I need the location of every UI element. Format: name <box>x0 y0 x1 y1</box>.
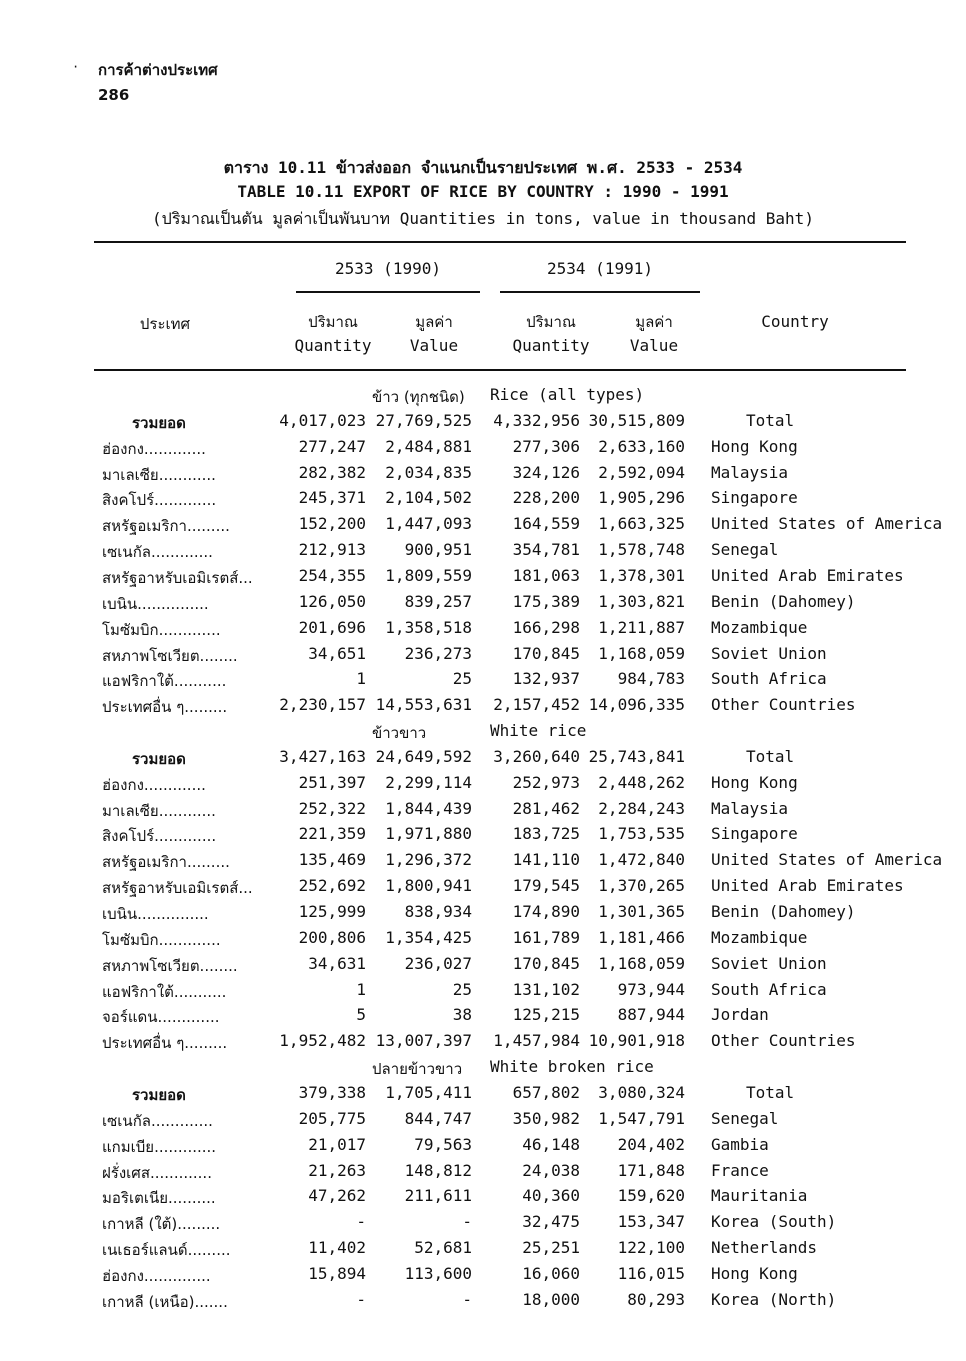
table-row <box>0 514 966 540</box>
country-th-cell: รวมยอด <box>132 1085 186 1104</box>
table-row <box>0 488 966 514</box>
quantity-1990-cell: 254,355 <box>298 565 366 585</box>
value-1990-cell: 838,934 <box>404 902 472 921</box>
table-row <box>0 824 966 850</box>
quantity-1990-cell: 3,427,163 <box>279 746 366 766</box>
value-1990-cell: 113,600 <box>404 1263 472 1283</box>
country-en-cell: Malaysia <box>711 798 789 818</box>
quantity-1990-cell: 282,382 <box>298 462 366 482</box>
value-1991-cell: 1,753,535 <box>598 824 685 844</box>
quantity-1990-cell: 21,263 <box>308 1160 366 1180</box>
section-title-english: White broken rice <box>490 1057 654 1077</box>
quantity-1990-cell: 200,806 <box>298 927 366 947</box>
table-row <box>0 1161 966 1187</box>
section-title-thai: ปลายข้าวขาว <box>372 1060 463 1079</box>
section-title-english: White rice <box>490 721 587 741</box>
value-1991-cell: 1,578,748 <box>598 540 685 560</box>
page-number: 286 <box>98 86 130 104</box>
country-th-cell: เกาหลี (ใต้)......... <box>102 1215 221 1234</box>
country-th-cell: ประเทศอื่น ๆ......... <box>102 698 228 717</box>
quantity-th-header-1: ปริมาณ <box>308 313 358 331</box>
quantity-1990-cell: 201,696 <box>298 617 366 637</box>
quantity-1990-cell: 15,894 <box>308 1263 366 1283</box>
value-1990-cell: - <box>462 1212 472 1232</box>
total-row <box>0 411 966 437</box>
table-row <box>0 1135 966 1161</box>
country-th-cell: สหรัฐอเมริกา......... <box>102 853 230 872</box>
section-title-thai: ข้าว (ทุกชนิด) <box>372 388 465 406</box>
value-1991-cell: 14,096,335 <box>588 695 685 715</box>
country-en-cell: Jordan <box>711 1005 769 1025</box>
value-1991-cell: 3,080,324 <box>598 1082 685 1102</box>
country-th-cell: เซเนกัล............. <box>102 543 213 562</box>
country-th-cell: รวมยอด <box>132 413 186 432</box>
quantity-1991-cell: 170,845 <box>512 953 580 973</box>
quantity-1991-cell: 2,157,452 <box>493 695 580 715</box>
value-1991-cell: 1,168,059 <box>598 643 685 663</box>
country-th-cell: ประเทศอื่น ๆ......... <box>102 1034 228 1053</box>
quantity-1991-cell: 1,457,984 <box>493 1031 580 1051</box>
quantity-en-header-2: Quantity <box>512 336 590 355</box>
country-en-cell: Benin (Dahomey) <box>711 591 856 611</box>
country-th-cell: เบนิน............... <box>102 594 209 613</box>
country-en-cell: South Africa <box>711 669 827 689</box>
value-1991-cell: 887,944 <box>617 1005 685 1025</box>
quantity-1991-cell: 170,845 <box>512 643 580 663</box>
value-1991-cell: 2,448,262 <box>598 772 685 792</box>
quantity-1991-cell: 4,332,956 <box>493 410 580 430</box>
value-1991-cell: 116,015 <box>617 1263 685 1283</box>
value-1990-cell: 1,809,559 <box>385 565 472 585</box>
quantity-1990-cell: 47,262 <box>308 1186 366 1206</box>
country-en-cell: Hong Kong <box>711 1263 798 1283</box>
table-row <box>0 437 966 463</box>
value-1991-cell: 30,515,809 <box>588 410 685 430</box>
quantity-1990-cell: 252,692 <box>298 876 366 896</box>
quantity-1991-cell: 354,781 <box>512 540 580 560</box>
value-1990-cell: - <box>462 1289 472 1309</box>
country-en-cell: Mauritania <box>711 1186 808 1206</box>
quantity-1990-cell: 34,651 <box>308 643 366 663</box>
value-1991-cell: 153,347 <box>617 1212 685 1232</box>
quantity-1991-cell: 25,251 <box>522 1238 580 1258</box>
country-th-cell: โมซัมบิก............. <box>102 620 221 639</box>
value-1991-cell: 1,663,325 <box>598 514 685 534</box>
quantity-1990-cell: 34,631 <box>308 953 366 973</box>
value-1991-cell: 973,944 <box>617 979 685 999</box>
quantity-1991-cell: 18,000 <box>522 1289 580 1309</box>
quantity-1990-cell: 2,230,157 <box>279 695 366 715</box>
value-1990-cell: 79,563 <box>414 1134 472 1154</box>
quantity-1990-cell: 1,952,482 <box>279 1031 366 1051</box>
table-row <box>0 540 966 566</box>
value-1991-cell: 1,472,840 <box>598 850 685 870</box>
quantity-1991-cell: 277,306 <box>512 436 580 456</box>
table-row <box>0 1186 966 1212</box>
quantity-1991-cell: 131,102 <box>512 979 580 999</box>
value-1991-cell: 25,743,841 <box>588 746 685 766</box>
country-th-cell: แอฟริกาใต้........... <box>102 982 227 1001</box>
quantity-1991-cell: 164,559 <box>512 514 580 534</box>
table-row <box>0 1005 966 1031</box>
value-1991-cell: 204,402 <box>617 1134 685 1154</box>
value-1990-cell: 1,447,093 <box>385 514 472 534</box>
quantity-1990-cell: 4,017,023 <box>279 410 366 430</box>
quantity-1990-cell: 125,999 <box>298 902 366 921</box>
table-row <box>0 644 966 670</box>
country-en-cell: United Arab Emirates <box>711 565 904 585</box>
country-en-cell: Soviet Union <box>711 643 827 663</box>
country-en-cell: Mozambique <box>711 617 808 637</box>
value-1991-cell: 122,100 <box>617 1238 685 1258</box>
quantity-1991-cell: 657,802 <box>512 1082 580 1102</box>
value-1991-cell: 171,848 <box>617 1160 685 1180</box>
quantity-1990-cell: 1 <box>356 669 366 689</box>
country-th-cell: มอริเตเนีย.......... <box>102 1189 216 1208</box>
value-1990-cell: 2,299,114 <box>385 772 472 792</box>
value-en-header-2: Value <box>629 336 679 355</box>
table-units-note: (ปริมาณเป็นตัน มูลค่าเป็นพันบาท Quantities in tons, value in thousand Baht) <box>152 209 814 228</box>
running-header: การค้าต่างประเทศ <box>98 61 218 79</box>
year1-header: 2533 (1990) <box>335 259 441 278</box>
quantity-1990-cell: - <box>356 1289 366 1309</box>
country-en-cell: Gambia <box>711 1134 769 1154</box>
table-row <box>0 618 966 644</box>
country-en-cell: Singapore <box>711 488 798 508</box>
quantity-1990-cell: 152,200 <box>298 514 366 534</box>
table-row <box>0 1264 966 1290</box>
quantity-1991-cell: 132,937 <box>512 669 580 689</box>
country-en-cell: Total <box>746 746 795 766</box>
value-1990-cell: 148,812 <box>404 1160 472 1180</box>
country-th-cell: สหภาพโซเวียต........ <box>102 646 238 665</box>
country-en-cell: Total <box>746 410 795 430</box>
table-row <box>0 669 966 695</box>
value-1990-cell: 211,611 <box>404 1186 472 1206</box>
country-en-cell: Soviet Union <box>711 953 827 973</box>
quantity-1991-cell: 183,725 <box>512 824 580 844</box>
value-1990-cell: 1,354,425 <box>385 927 472 947</box>
table-row <box>0 902 966 928</box>
country-th-cell: โมซัมบิก............. <box>102 930 221 949</box>
value-1991-cell: 1,211,887 <box>598 617 685 637</box>
table-row <box>0 1238 966 1264</box>
value-1990-cell: 236,027 <box>404 953 472 973</box>
table-row <box>0 592 966 618</box>
country-th-cell: ฮ่องกง............. <box>102 775 206 794</box>
value-1990-cell: 2,104,502 <box>385 488 472 508</box>
table-row <box>0 799 966 825</box>
quantity-1991-cell: 125,215 <box>512 1005 580 1025</box>
value-1990-cell: 25 <box>452 669 472 689</box>
value-1990-cell: 25 <box>452 979 472 999</box>
table-row <box>0 850 966 876</box>
quantity-1991-cell: 324,126 <box>512 462 580 482</box>
total-row <box>0 747 966 773</box>
quantity-1990-cell: - <box>356 1212 366 1232</box>
value-1990-cell: 27,769,525 <box>375 410 472 430</box>
country-th-cell: เกาหลี (เหนือ)....... <box>102 1292 228 1311</box>
country-th-header: ประเทศ <box>139 315 191 333</box>
value-1990-cell: 2,034,835 <box>385 462 472 482</box>
country-en-cell: Hong Kong <box>711 436 798 456</box>
country-en-cell: Senegal <box>711 540 779 560</box>
value-1990-cell: 1,705,411 <box>385 1082 472 1102</box>
country-en-cell: Korea (North) <box>711 1289 837 1309</box>
quantity-1991-cell: 3,260,640 <box>493 746 580 766</box>
quantity-1990-cell: 21,017 <box>308 1134 366 1154</box>
value-1990-cell: 13,007,397 <box>375 1031 472 1051</box>
quantity-1991-cell: 166,298 <box>512 617 580 637</box>
table-title-english: TABLE 10.11 EXPORT OF RICE BY COUNTRY : 1990 - 1991 <box>237 182 729 201</box>
country-en-cell: Other Countries <box>711 1031 856 1051</box>
country-en-header: Country <box>761 312 829 331</box>
quantity-1991-cell: 228,200 <box>512 488 580 508</box>
value-en-header-1: Value <box>409 336 459 355</box>
top-rule <box>94 241 906 243</box>
value-1990-cell: 38 <box>452 1005 472 1025</box>
table-row <box>0 980 966 1006</box>
country-th-cell: แกมเบีย............. <box>102 1137 217 1156</box>
value-1991-cell: 1,168,059 <box>598 953 685 973</box>
quantity-1990-cell: 251,397 <box>298 772 366 792</box>
table-row <box>0 566 966 592</box>
value-1990-cell: 1,296,372 <box>385 850 472 870</box>
value-th-header-1: มูลค่า <box>415 313 453 331</box>
country-en-cell: Benin (Dahomey) <box>711 902 856 921</box>
value-1990-cell: 1,844,439 <box>385 798 472 818</box>
quantity-1990-cell: 1 <box>356 979 366 999</box>
quantity-1990-cell: 212,913 <box>298 540 366 560</box>
value-1990-cell: 14,553,631 <box>375 695 472 715</box>
value-1991-cell: 1,303,821 <box>598 591 685 611</box>
country-th-cell: สิงคโปร์............. <box>102 827 217 846</box>
table-row <box>0 954 966 980</box>
country-th-cell: สิงคโปร์............. <box>102 491 217 510</box>
value-1991-cell: 984,783 <box>617 669 685 689</box>
table-row <box>0 695 966 721</box>
country-en-cell: France <box>711 1160 769 1180</box>
table-row <box>0 773 966 799</box>
country-th-cell: เบนิน............... <box>102 905 209 923</box>
table-row <box>0 928 966 954</box>
quantity-1990-cell: 205,775 <box>298 1108 366 1128</box>
country-th-cell: ฝรั่งเศส............. <box>102 1163 212 1182</box>
country-en-cell: Hong Kong <box>711 772 798 792</box>
quantity-1990-cell: 379,338 <box>298 1082 366 1102</box>
value-1991-cell: 1,905,296 <box>598 488 685 508</box>
table-row <box>0 463 966 489</box>
quantity-1990-cell: 11,402 <box>308 1238 366 1258</box>
value-1990-cell: 839,257 <box>404 591 472 611</box>
country-en-cell: United States of America <box>711 850 943 870</box>
quantity-th-header-2: ปริมาณ <box>526 313 576 331</box>
value-1991-cell: 2,633,160 <box>598 436 685 456</box>
quantity-en-header-1: Quantity <box>294 336 372 355</box>
header-bottom-rule <box>94 369 906 371</box>
country-en-cell: Netherlands <box>711 1238 817 1258</box>
country-en-cell: Other Countries <box>711 695 856 715</box>
section-title-thai: ข้าวขาว <box>372 724 427 743</box>
country-th-cell: รวมยอด <box>132 749 186 768</box>
quantity-1991-cell: 174,890 <box>512 902 580 921</box>
table-row <box>0 1031 966 1057</box>
quantity-1991-cell: 281,462 <box>512 798 580 818</box>
country-th-cell: มาเลเซีย............ <box>102 465 216 484</box>
value-1990-cell: 52,681 <box>414 1238 472 1258</box>
quantity-1990-cell: 5 <box>356 1005 366 1025</box>
value-1991-cell: 1,547,791 <box>598 1108 685 1128</box>
table-row <box>0 1109 966 1135</box>
value-1990-cell: 844,747 <box>404 1108 472 1128</box>
country-en-cell: Total <box>746 1082 795 1102</box>
value-1991-cell: 80,293 <box>627 1289 685 1309</box>
quantity-1991-cell: 181,063 <box>512 565 580 585</box>
quantity-1991-cell: 175,389 <box>512 591 580 611</box>
quantity-1990-cell: 126,050 <box>298 591 366 611</box>
table-row <box>0 1212 966 1238</box>
country-th-cell: สหรัฐอเมริกา......... <box>102 517 230 536</box>
country-th-cell: เนเธอร์แลนด์......... <box>102 1241 231 1260</box>
quantity-1991-cell: 161,789 <box>512 927 580 947</box>
quantity-1991-cell: 46,148 <box>522 1134 580 1154</box>
country-en-cell: United States of America <box>711 514 943 534</box>
value-1991-cell: 10,901,918 <box>588 1031 685 1051</box>
country-th-cell: จอร์แดน............. <box>102 1008 220 1027</box>
value-1990-cell: 2,484,881 <box>385 436 472 456</box>
value-1990-cell: 236,273 <box>404 643 472 663</box>
value-1990-cell: 900,951 <box>404 540 472 560</box>
country-en-cell: Mozambique <box>711 927 808 947</box>
value-th-header-2: มูลค่า <box>635 313 673 331</box>
country-th-cell: มาเลเซีย............ <box>102 801 216 820</box>
country-en-cell: Korea (South) <box>711 1212 837 1232</box>
quantity-1991-cell: 40,360 <box>522 1186 580 1206</box>
country-th-cell: ฮ่องกง.............. <box>102 1266 211 1285</box>
value-1991-cell: 2,592,094 <box>598 462 685 482</box>
quantity-1990-cell: 135,469 <box>298 850 366 870</box>
table-title-thai: ตาราง 10.11 ข้าวส่งออก จำแนกเป็นรายประเทศ พ.ศ. 2533 - 2534 <box>223 158 743 177</box>
value-1990-cell: 24,649,592 <box>375 746 472 766</box>
country-en-cell: Singapore <box>711 824 798 844</box>
quantity-1991-cell: 179,545 <box>512 876 580 896</box>
quantity-1991-cell: 24,038 <box>522 1160 580 1180</box>
quantity-1991-cell: 16,060 <box>522 1263 580 1283</box>
value-1990-cell: 1,971,880 <box>385 824 472 844</box>
country-en-cell: South Africa <box>711 979 827 999</box>
section-title-english: Rice (all types) <box>490 385 645 404</box>
country-th-cell: แอฟริกาใต้........... <box>102 672 227 691</box>
country-en-cell: Malaysia <box>711 462 789 482</box>
quantity-1991-cell: 32,475 <box>522 1212 580 1232</box>
quantity-1991-cell: 141,110 <box>512 850 580 870</box>
country-en-cell: United Arab Emirates <box>711 876 904 896</box>
country-en-cell: Senegal <box>711 1108 779 1128</box>
country-th-cell: สหรัฐอาหรับเอมิเรตส์... <box>102 568 253 587</box>
quantity-1990-cell: 221,359 <box>298 824 366 844</box>
value-1991-cell: 2,284,243 <box>598 798 685 818</box>
value-1991-cell: 1,301,365 <box>598 902 685 921</box>
value-1991-cell: 1,181,466 <box>598 927 685 947</box>
country-th-cell: เซเนกัล............. <box>102 1111 213 1130</box>
value-1990-cell: 1,358,518 <box>385 617 472 637</box>
quantity-1991-cell: 252,973 <box>512 772 580 792</box>
total-row <box>0 1083 966 1109</box>
country-th-cell: ฮ่องกง............. <box>102 439 206 458</box>
country-th-cell: สหภาพโซเวียต........ <box>102 956 238 975</box>
country-th-cell: สหรัฐอาหรับเอมิเรตส์... <box>102 879 253 898</box>
value-1991-cell: 159,620 <box>617 1186 685 1206</box>
quantity-1990-cell: 245,371 <box>298 488 366 508</box>
value-1991-cell: 1,378,301 <box>598 565 685 585</box>
table-row <box>0 876 966 902</box>
year1-underline <box>296 291 480 293</box>
quantity-1990-cell: 252,322 <box>298 798 366 818</box>
quantity-1990-cell: 277,247 <box>298 436 366 456</box>
value-1991-cell: 1,370,265 <box>598 876 685 896</box>
year2-underline <box>500 291 700 293</box>
table-row <box>0 1290 966 1316</box>
margin-mark: · <box>72 60 80 74</box>
value-1990-cell: 1,800,941 <box>385 876 472 896</box>
quantity-1991-cell: 350,982 <box>512 1108 580 1128</box>
year2-header: 2534 (1991) <box>547 259 653 278</box>
